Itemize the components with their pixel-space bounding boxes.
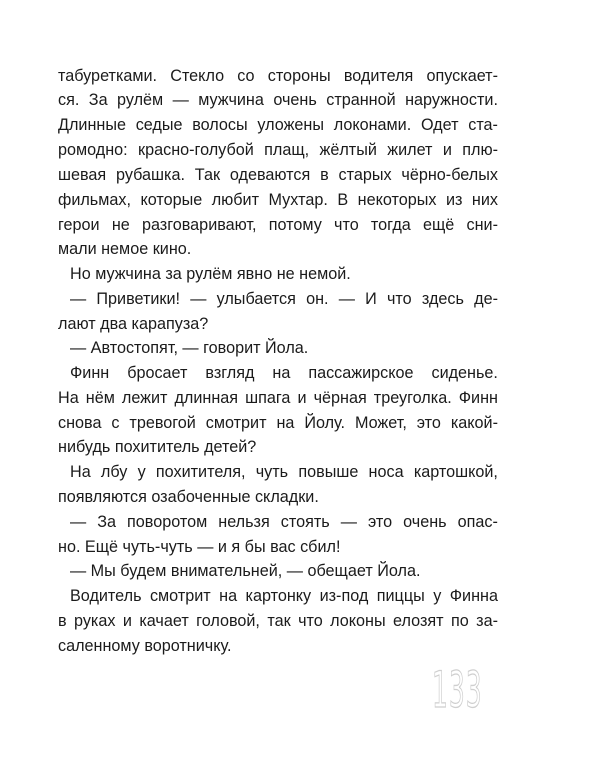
page-number: 133 (432, 661, 483, 719)
text-line: в руках и качает головой, так что локоны елозят по за- (58, 612, 498, 630)
text-line: — Приветики! — улыбается он. — И что здесь де- (70, 290, 498, 308)
text-line: ся. За рулём — мужчина очень странной наружности. (58, 91, 498, 109)
text-line: но. Ещё чуть-чуть — и я бы вас сбил! (58, 538, 341, 556)
text-line: Финн бросает взгляд на пассажирское сиденье. (70, 364, 498, 382)
text-line: шевая рубашка. Так одеваются в старых чёрно-белых (58, 166, 498, 184)
text-line: Но мужчина за рулём явно не немой. (70, 265, 351, 283)
text-line: — Мы будем внимательней, — обещает Йола. (70, 562, 421, 580)
text-line: герои не разговаривают, потому что тогда ещё сни- (58, 216, 498, 234)
text-line: Длинные седые волосы уложены локонами. Одет ста- (58, 116, 498, 134)
text-line: фильмах, которые любит Мухтар. В некоторых из них (58, 191, 498, 209)
text-line: ромодно: красно-голубой плащ, жёлтый жилет и плю- (58, 141, 498, 159)
text-line: лают два карапуза? (58, 315, 209, 333)
text-line: табуретками. Стекло со стороны водителя опускает- (58, 67, 498, 85)
text-line: снова с тревогой смотрит на Йолу. Может, это какой- (58, 414, 498, 432)
text-line: На лбу у похитителя, чуть повыше носа картошкой, (70, 463, 498, 481)
text-line: — Автостопят, — говорит Йола. (70, 339, 309, 357)
text-line: На нём лежит длинная шпага и чёрная треуголка. Финн (58, 389, 498, 407)
text-line: саленному воротничку. (58, 637, 232, 655)
text-line: Водитель смотрит на картонку из-под пиццы у Финна (70, 587, 498, 605)
text-line: нибудь похититель детей? (58, 438, 257, 456)
text-line: появляются озабоченные складки. (58, 488, 319, 506)
text-line: мали немое кино. (58, 240, 192, 258)
text-line: — За поворотом нельзя стоять — это очень опас- (70, 513, 498, 531)
